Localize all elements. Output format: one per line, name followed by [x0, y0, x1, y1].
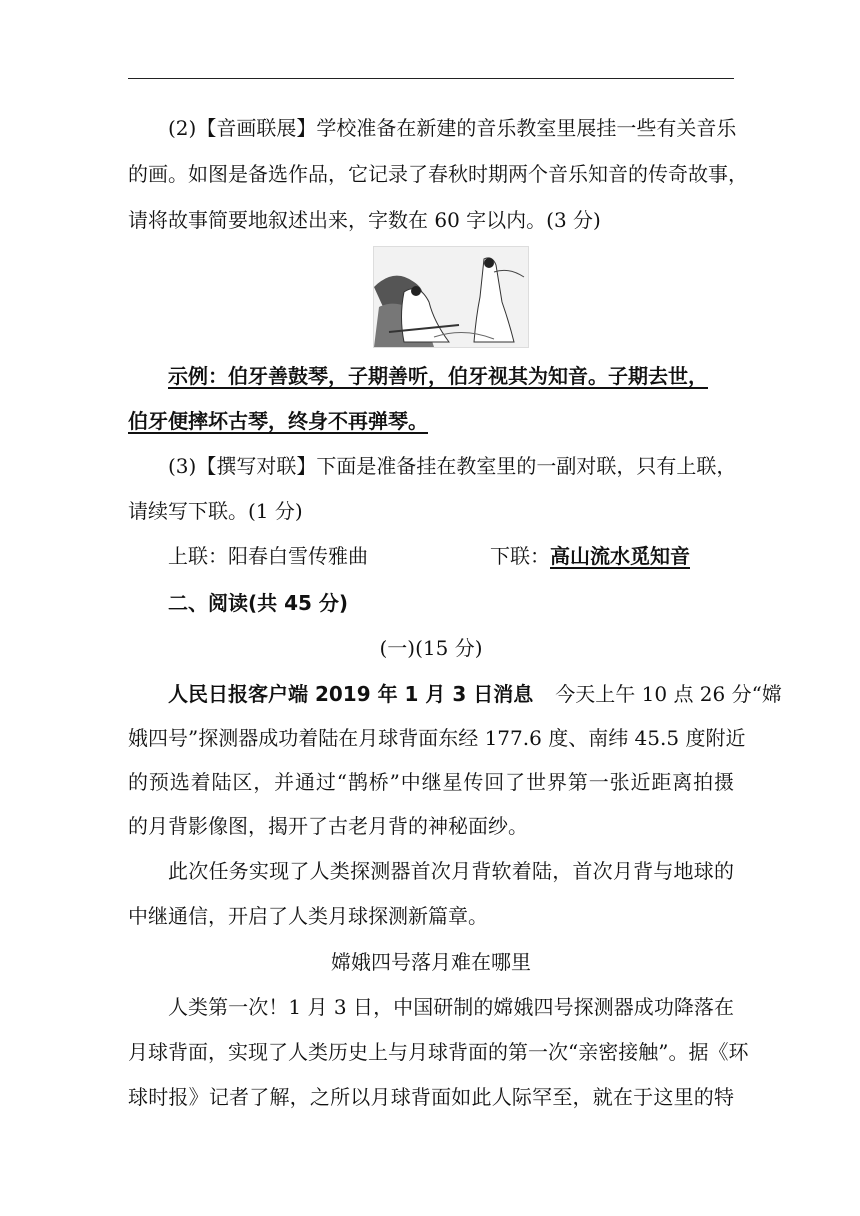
- news-line-1-rest: 今天上午 10 点 26 分“嫦: [555, 682, 782, 706]
- couplet-lower-answer: 高山流水觅知音: [550, 544, 690, 568]
- q2-answer-line-2: [128, 407, 734, 435]
- news-line-3: 的预选着陆区，并通过“鹊桥”中继星传回了世界第一张近距离拍摄: [128, 770, 734, 794]
- news-para2-line-2: 中继通信，开启了人类月球探测新篇章。: [128, 904, 488, 928]
- part-heading: (一)(15 分): [379, 636, 483, 660]
- news-para2-line-1: 此次任务实现了人类探测器首次月背软着陆，首次月背与地球的: [168, 859, 734, 883]
- couplet-upper: 上联：阳春白雪传雅曲: [168, 544, 368, 568]
- illustration-drawing: [374, 247, 528, 347]
- boya-ziqi-illustration: [373, 246, 529, 348]
- q2-line-2: 的画。如图是备选作品，它记录了春秋时期两个音乐知音的传奇故事，: [128, 162, 748, 186]
- article-line-1: 人类第一次！1 月 3 日，中国研制的嫦娥四号探测器成功降落在: [168, 995, 734, 1019]
- q2-answer-text-1: 示例：伯牙善鼓琴，子期善听，伯牙视其为知音。子期去世，: [168, 364, 708, 388]
- q2-answer-line-1: [168, 362, 734, 390]
- news-line-2: 娥四号”探测器成功着陆在月球背面东经 177.6 度、南纬 45.5 度附近: [128, 726, 746, 750]
- q2-line-3: 请将故事简要地叙述出来，字数在 60 字以内。(3 分): [128, 208, 601, 232]
- couplet-lower-label: 下联：: [490, 544, 550, 568]
- article-title: 嫦娥四号落月难在哪里: [331, 950, 531, 974]
- q2-answer-text-2: 伯牙便摔坏古琴，终身不再弹琴。: [128, 409, 428, 433]
- q3-line-1: (3)【撰写对联】下面是准备挂在教室里的一副对联，只有上联，: [168, 454, 737, 478]
- couplet-lower: [490, 542, 690, 570]
- article-line-2: 月球背面，实现了人类历史上与月球背面的第一次“亲密接触”。据《环: [128, 1040, 749, 1064]
- section-heading: 二、阅读(共 45 分): [168, 591, 349, 615]
- news-line-4: 的月背影像图，揭开了古老月背的神秘面纱。: [128, 814, 528, 838]
- q2-line-1: (2)【音画联展】学校准备在新建的音乐教室里展挂一些有关音乐: [168, 116, 737, 140]
- q3-line-2: 请续写下联。(1 分): [128, 499, 303, 523]
- news-lead: 人民日报客户端 2019 年 1 月 3 日消息: [168, 682, 534, 706]
- article-line-3: 球时报》记者了解，之所以月球背面如此人际罕至，就在于这里的特: [128, 1085, 734, 1109]
- header-rule: [128, 78, 734, 79]
- news-line-1: [168, 680, 782, 708]
